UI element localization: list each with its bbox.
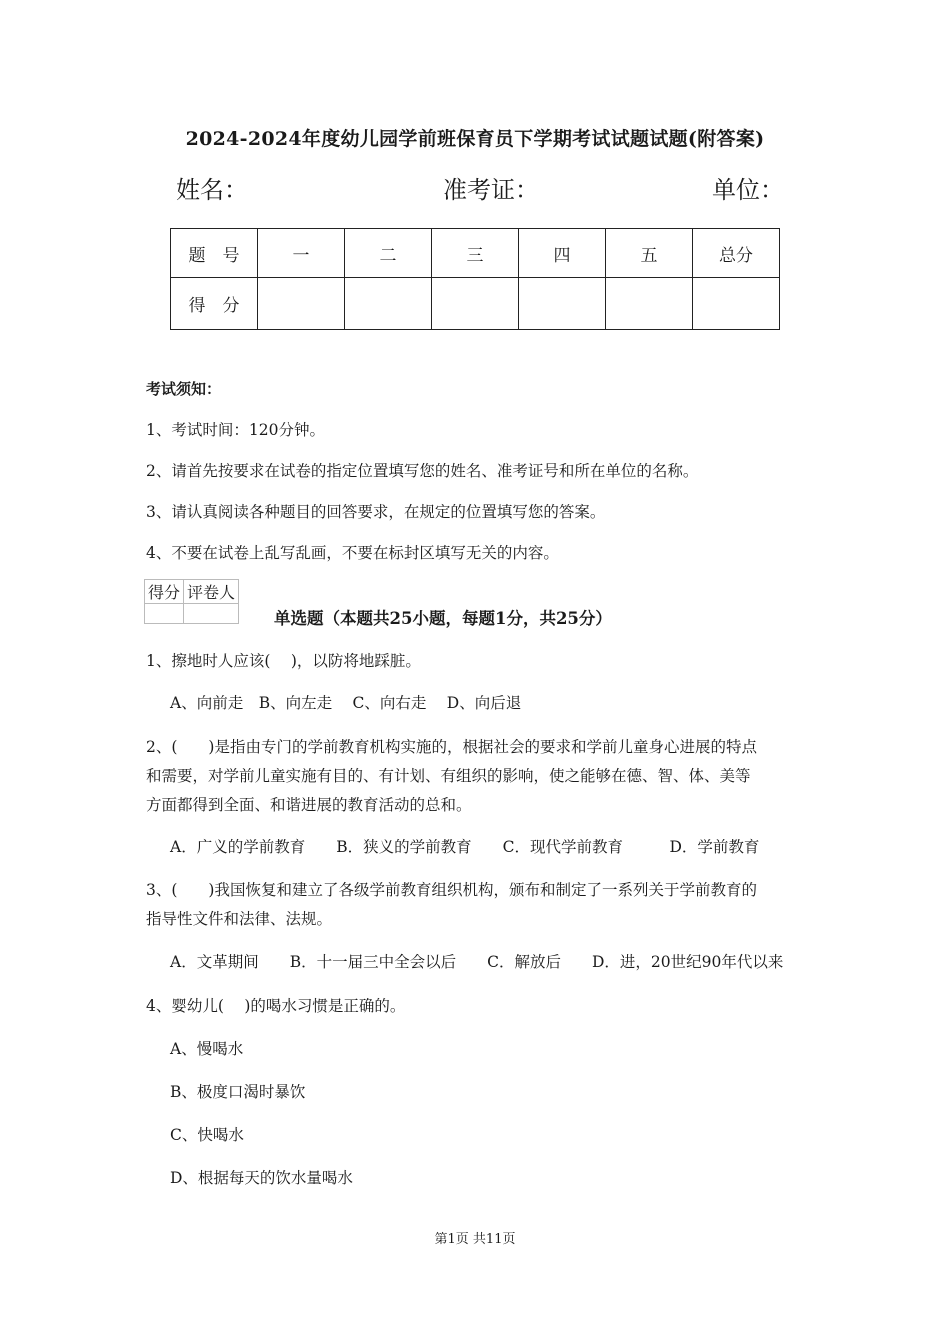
question-stem: 4、婴幼儿( )的喝水习惯是正确的。 bbox=[146, 997, 406, 1015]
question-option: B、极度口渴时暴饮 bbox=[170, 1083, 306, 1101]
question-options: A．文革期间 B．十一届三中全会以后 C．解放后 D．进，20世纪90年代以来 bbox=[170, 953, 784, 971]
notice-item: 4、不要在试卷上乱写乱画，不要在标封区填写无关的内容。 bbox=[146, 544, 559, 562]
question-stem: 和需要，对学前儿童实施有目的、有计划、有组织的影响，使之能够在德、智、体、美等 bbox=[146, 767, 751, 785]
score-cell bbox=[345, 278, 432, 330]
question-options: A．广义的学前教育 B．狭义的学前教育 C．现代学前教育 D．学前教育 bbox=[170, 838, 760, 856]
section-title: 单选题（本题共25小题，每题1分，共25分） bbox=[274, 609, 612, 628]
score-header-cell: 二 bbox=[345, 229, 432, 278]
grader-box-grader-label: 评卷人 bbox=[184, 580, 239, 604]
score-header-cell: 一 bbox=[258, 229, 345, 278]
question-option: C、快喝水 bbox=[170, 1126, 244, 1144]
question-stem: 指导性文件和法律、法规。 bbox=[146, 910, 333, 928]
score-header-cell: 总分 bbox=[693, 229, 780, 278]
question-options: A、向前走 B、向左走 C、向右走 D、向后退 bbox=[170, 694, 522, 712]
score-cell bbox=[432, 278, 519, 330]
notice-heading: 考试须知： bbox=[146, 380, 222, 398]
score-header-cell: 三 bbox=[432, 229, 519, 278]
score-cell bbox=[693, 278, 780, 330]
notice-item: 1、考试时间：120分钟。 bbox=[146, 421, 325, 439]
score-cell bbox=[519, 278, 606, 330]
notice-item: 3、请认真阅读各种题目的回答要求，在规定的位置填写您的答案。 bbox=[146, 503, 606, 521]
score-header-cell: 题 号 bbox=[171, 229, 258, 278]
name-field-label: 姓名： bbox=[176, 176, 248, 204]
score-table bbox=[170, 228, 780, 330]
grader-box-score-label: 得分 bbox=[145, 580, 184, 604]
notice-item: 2、请首先按要求在试卷的指定位置填写您的姓名、准考证号和所在单位的名称。 bbox=[146, 462, 699, 480]
question-option: D、根据每天的饮水量喝水 bbox=[170, 1169, 353, 1187]
question-option: A、慢喝水 bbox=[170, 1040, 244, 1058]
score-header-cell: 四 bbox=[519, 229, 606, 278]
page-footer: 第1页 共11页 bbox=[434, 1232, 516, 1247]
document-title: 2024-2024年度幼儿园学前班保育员下学期考试试题试题(附答案) bbox=[185, 128, 765, 150]
question-stem: 3、( )我国恢复和建立了各级学前教育组织机构，颁布和制定了一系列关于学前教育的 bbox=[146, 881, 757, 899]
exam-id-field-label: 准考证： bbox=[443, 176, 539, 204]
question-stem: 方面都得到全面、和谐进展的教育活动的总和。 bbox=[146, 796, 472, 814]
question-stem: 2、( )是指由专门的学前教育机构实施的，根据社会的要求和学前儿童身心进展的特点 bbox=[146, 738, 757, 756]
score-table-score-row bbox=[171, 278, 780, 330]
grader-box bbox=[144, 579, 239, 624]
score-table-header-row bbox=[171, 229, 780, 278]
question-stem: 1、擦地时人应该( )，以防将地踩脏。 bbox=[146, 652, 421, 670]
score-row-label: 得 分 bbox=[171, 278, 258, 330]
score-cell bbox=[606, 278, 693, 330]
score-header-cell: 五 bbox=[606, 229, 693, 278]
grader-box-grader-cell bbox=[184, 604, 239, 624]
grader-box-score-cell bbox=[145, 604, 184, 624]
unit-field-label: 单位： bbox=[712, 176, 784, 204]
score-cell bbox=[258, 278, 345, 330]
